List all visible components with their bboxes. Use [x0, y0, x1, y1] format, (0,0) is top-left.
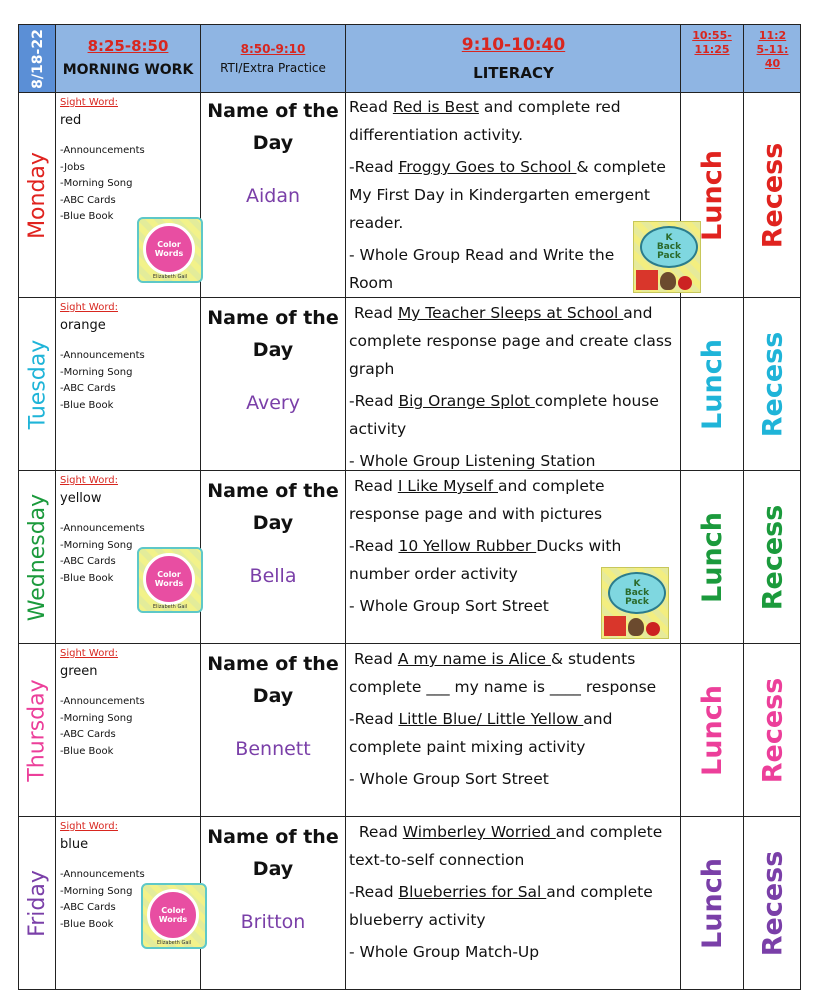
lunch-cell-friday	[681, 817, 743, 989]
recess-label: Recess	[757, 504, 788, 610]
student-name: Bella	[249, 565, 297, 587]
sight-word-label: Sight Word:	[60, 97, 118, 108]
book-title: A my name is Alice	[397, 650, 551, 668]
literacy-label: LITERACY	[473, 63, 554, 82]
morning-work-tuesday	[60, 300, 214, 414]
literacy-item: -Read Blueberries for Sal and complete blueberry activity	[349, 883, 653, 929]
sticker-text: Color	[157, 240, 181, 249]
sight-word: orange	[60, 318, 106, 333]
k-back-pack-sticker	[601, 567, 669, 639]
rti-cell-monday	[201, 95, 345, 207]
divider	[345, 25, 346, 989]
list-item: -Jobs	[60, 161, 85, 173]
list-item: -Announcements	[60, 350, 145, 361]
lunch-cell-thursday	[681, 644, 743, 816]
sticker-text: Color	[161, 906, 185, 915]
lunch-cell-wednesday	[681, 471, 743, 643]
header-recess	[744, 25, 801, 92]
literacy-item: - Whole Group Match-Up	[349, 943, 540, 961]
sight-word: yellow	[60, 491, 102, 506]
sight-word: green	[60, 664, 98, 679]
lunch-label: Lunch	[696, 684, 728, 776]
lunch-cell-monday	[681, 93, 743, 297]
recess-time: 11:25-11:40	[756, 29, 789, 70]
lesson-plan-table	[18, 24, 801, 990]
rti-title: Name of the Day	[207, 100, 339, 154]
rti-label: RTI/Extra Practice	[220, 60, 326, 75]
literacy-item: - Whole Group Sort Street	[349, 770, 549, 788]
k-back-pack-logo	[608, 572, 666, 614]
sticker-text: Words	[154, 579, 184, 588]
list-item: -Morning Song	[60, 366, 133, 378]
literacy-item: -Read Little Blue/ Little Yellow and complete paint mixing activity	[349, 710, 613, 756]
lunch-time: 10:55-11:25	[692, 29, 732, 56]
recess-cell-thursday	[744, 644, 801, 816]
literacy-item: -Read Big Orange Splot complete house activity	[349, 392, 659, 438]
sight-word-label: Sight Word:	[60, 475, 118, 486]
sticker-text: Words	[158, 915, 188, 924]
list-item: -ABC Cards	[60, 383, 116, 394]
day-cell-tuesday	[19, 298, 56, 470]
list-item: -Announcements	[60, 523, 145, 534]
student-name: Avery	[246, 392, 300, 414]
literacy-cell-monday	[349, 93, 682, 297]
recess-cell-tuesday	[744, 298, 801, 470]
sticker-text: Pack	[657, 250, 681, 261]
header-morning-work	[56, 25, 200, 92]
list-item: -Announcements	[60, 145, 145, 156]
rti-time: 8:50-9:10	[240, 41, 306, 56]
sticker-author: Elizabeth Gail	[152, 604, 188, 610]
book-title: My Teacher Sleeps at School	[397, 304, 624, 322]
header-literacy	[346, 25, 681, 92]
lunch-label: Lunch	[696, 149, 728, 241]
literacy-item: Read Red is Best and complete red differentiation activity.	[349, 98, 621, 144]
morning-work-monday	[60, 95, 214, 226]
date-cell	[19, 25, 56, 92]
sticker-text: Back	[624, 587, 650, 598]
student-name: Bennett	[235, 738, 311, 760]
sight-word-label: Sight Word:	[60, 648, 118, 659]
morning-time: 8:25-8:50	[87, 37, 169, 56]
recess-label: Recess	[757, 677, 788, 783]
list-item: -ABC Cards	[60, 729, 116, 740]
sight-word-label: Sight Word:	[60, 302, 118, 313]
literacy-item: - Whole Group Listening Station	[349, 452, 596, 470]
rti-cell-wednesday	[201, 475, 345, 587]
rti-title: Name of the Day	[207, 826, 339, 880]
day-label: Thursday	[25, 678, 50, 782]
rti-cell-tuesday	[201, 302, 345, 414]
list-item: -Morning Song	[60, 885, 133, 897]
book-title: Wimberley Worried	[402, 823, 556, 841]
sight-word-label: Sight Word:	[60, 821, 118, 832]
list-item: -ABC Cards	[60, 556, 116, 567]
literacy-item: Read A my name is Alice & students complete ___ my name is ____ response	[349, 650, 657, 696]
list-item: -Announcements	[60, 696, 145, 707]
sticker-text: Color	[157, 570, 181, 579]
header-lunch	[681, 25, 743, 92]
book-title: Big Orange Splot	[398, 392, 535, 410]
rti-cell-thursday	[201, 648, 345, 760]
day-cell-thursday	[19, 644, 56, 816]
morning-label: MORNING WORK	[62, 62, 194, 79]
rti-cell-friday	[201, 821, 345, 933]
list-item: -Morning Song	[60, 712, 133, 724]
rti-title: Name of the Day	[207, 653, 339, 707]
list-item: -Morning Song	[60, 539, 133, 551]
list-item: -ABC Cards	[60, 194, 116, 206]
day-cell-friday	[19, 817, 56, 989]
morning-work-thursday	[60, 646, 214, 760]
apple-icon	[646, 622, 660, 636]
literacy-item: - Whole Group Read and Write the Room	[349, 246, 615, 292]
literacy-item: Read Wimberley Worried and complete text-to-self connection	[349, 823, 663, 869]
sticker-author: Elizabeth Gail	[156, 940, 192, 946]
lunch-label: Lunch	[696, 338, 728, 430]
recess-label: Recess	[757, 142, 788, 248]
day-label: Monday	[25, 151, 51, 239]
sight-word: red	[60, 113, 82, 128]
list-item: -ABC Cards	[60, 902, 116, 913]
literacy-time: 9:10-10:40	[461, 34, 566, 55]
literacy-cell-tuesday	[349, 299, 679, 475]
literacy-item: Read My Teacher Sleeps at School and complete response page and create class graph	[349, 304, 672, 378]
sticker-text: Pack	[625, 596, 649, 607]
literacy-item: - Whole Group Sort Street	[349, 597, 549, 615]
owl-icon	[660, 272, 676, 290]
owl-icon	[628, 618, 644, 636]
header-rti	[201, 25, 345, 92]
color-words-sticker	[137, 547, 203, 613]
color-words-logo	[143, 553, 195, 605]
book-title: I Like Myself	[397, 477, 498, 495]
list-item: -Announcements	[60, 869, 145, 880]
sticker-text: Back	[656, 241, 682, 252]
book-title: Froggy Goes to School	[398, 158, 577, 176]
lunch-label: Lunch	[696, 511, 728, 603]
list-item: -Blue Book	[60, 745, 114, 757]
sight-word: blue	[60, 837, 89, 852]
list-item: -Blue Book	[60, 918, 114, 930]
literacy-item: Read I Like Myself and complete response page and with pictures	[349, 477, 605, 523]
student-name: Britton	[240, 911, 306, 933]
book-title: Red is Best	[392, 98, 479, 116]
recess-cell-monday	[744, 93, 801, 297]
literacy-item: -Read 10 Yellow Rubber Ducks with number order activity	[349, 537, 622, 583]
day-cell-monday	[19, 93, 56, 297]
list-item: -Blue Book	[60, 572, 114, 584]
color-words-sticker	[141, 883, 207, 949]
recess-cell-wednesday	[744, 471, 801, 643]
list-item: -Blue Book	[60, 211, 114, 222]
list-item: -Blue Book	[60, 399, 114, 411]
day-cell-wednesday	[19, 471, 56, 643]
literacy-cell-friday	[349, 818, 679, 966]
sticker-text: Words	[154, 249, 184, 258]
sticker-text: K	[665, 232, 673, 243]
book-title: Blueberries for Sal	[398, 883, 547, 901]
literacy-item: -Read Froggy Goes to School & complete My First Day in Kindergarten emergent reader.	[349, 158, 666, 232]
recess-label: Recess	[757, 850, 788, 956]
list-item: -Morning Song	[60, 178, 133, 189]
day-label: Wednesday	[25, 493, 50, 621]
literacy-cell-thursday	[349, 645, 679, 793]
rti-title: Name of the Day	[207, 307, 339, 361]
week-date: 8/18-22	[29, 28, 46, 89]
color-words-sticker	[137, 217, 203, 283]
day-label: Friday	[25, 869, 50, 937]
book-title: Little Blue/ Little Yellow	[398, 710, 584, 728]
lunch-label: Lunch	[696, 857, 728, 949]
recess-cell-friday	[744, 817, 801, 989]
rti-title: Name of the Day	[207, 480, 339, 534]
recess-label: Recess	[757, 331, 788, 437]
book-title: 10 Yellow Rubber	[398, 537, 537, 555]
color-words-logo	[143, 223, 195, 275]
color-words-logo	[147, 889, 199, 941]
sticker-text: K	[633, 578, 641, 589]
student-name: Aidan	[245, 185, 301, 207]
schoolhouse-icon	[604, 616, 626, 636]
lunch-cell-tuesday	[681, 298, 743, 470]
day-label: Tuesday	[25, 339, 51, 429]
schoolhouse-icon	[636, 270, 658, 290]
sticker-author: Elizabeth Gail	[152, 274, 188, 280]
